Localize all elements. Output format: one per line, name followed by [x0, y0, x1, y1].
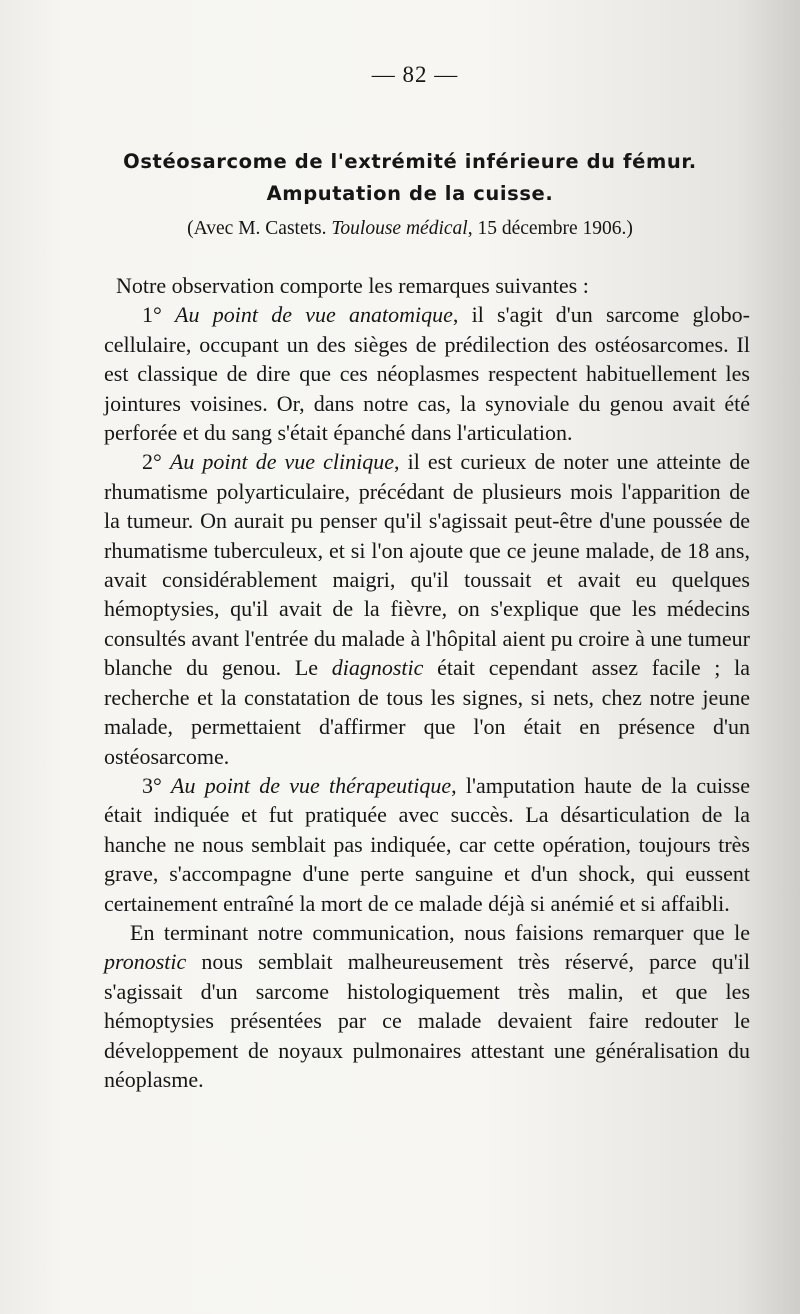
paragraph-text: , il est curieux de noter une atteinte de rhumatisme polyarticulaire, précédant de plusieurs mois l'apparition de la tumeur. On aurait pu penser qu'il s'agissait peut-être d'une poussée de rhumatisme tuberculeux, et si l'on ajoute que ce jeune malade, de 18 ans, avait considérablement maigri, qu'il toussait et avait eu quelques hémoptysies, qu'il avait de la fièvre, on s'explique que les médecins consultés avant l'entrée du malade à l'hôpital aient pu croire à une tumeur blanche du genou. Le	[104, 449, 750, 681]
paragraph-text: était cependant assez facile ; la recherche et la constatation de tous les signes, si nets, chez notre jeune malade, permettaient d'affirmer que l'on était en présence d'un ostéosarcome.	[104, 655, 751, 769]
paragraph-heading: Au point de vue anatomique	[175, 302, 453, 328]
citation	[60, 218, 760, 240]
paragraph-number: 1°	[142, 302, 176, 328]
citation-prefix: (Avec M. Castets.	[187, 218, 332, 239]
paragraph-heading: Au point de vue thérapeutique	[171, 772, 452, 798]
paragraph-text: , l'amputation haute de la cuisse était indiquée et fut pratiquée avec succès. La désarticulation de la hanche ne nous semblait pas indiquée, car cette opération, toujours très grave, s'accompagne d'une perte sanguine et d'un shock, qui eussent certainement entraîné la mort de ce malade déjà si anémié et si affaibli.	[104, 772, 750, 916]
paragraph-text: , il s'agit d'un sarcome globo-cellulaire, occupant un des sièges de prédilection des ostéosarcomes. Il est classique de dire que ces néoplasmes respectent habituellement les jointures voisines. Or, dans notre cas, la synoviale du genou avait été perforée et du sang s'était épanché dans l'articulation.	[104, 302, 750, 446]
emphasis-diagnostic: diagnostic	[331, 655, 424, 681]
emphasis-pronostic: pronostic	[104, 949, 187, 975]
paragraph-text: En terminant notre communication, nous faisions remarquer que le	[130, 919, 750, 945]
paragraph-therapeutique	[104, 771, 750, 918]
paragraph-conclusion	[104, 918, 750, 1094]
paragraph-anatomique	[104, 300, 750, 447]
paragraph-number: 3°	[142, 772, 172, 798]
citation-journal: Toulouse médical	[331, 218, 468, 239]
article-title: Ostéosarcome de l'extrémité inférieure du fémur.	[123, 150, 697, 173]
paragraph-clinique	[104, 447, 750, 770]
paragraph-heading: Au point de vue clinique	[169, 449, 395, 475]
paragraph-text: nous semblait malheureusement très réservé, parce qu'il s'agissait d'un sarcome histologiquement très malin, et que les hémoptysies présentées par ce malade devaient faire redouter le développement de noyaux pulmonaires attestant une généralisation du néoplasme.	[104, 949, 750, 1092]
paragraph-intro: Notre observation comporte les remarques suivantes :	[116, 273, 589, 298]
paragraph-number: 2°	[142, 449, 170, 475]
page-number: — 82 —	[371, 62, 459, 87]
article-body	[104, 271, 750, 1094]
citation-suffix: , 15 décembre 1906.)	[467, 218, 633, 239]
article-subtitle: Amputation de la cuisse.	[266, 182, 554, 205]
